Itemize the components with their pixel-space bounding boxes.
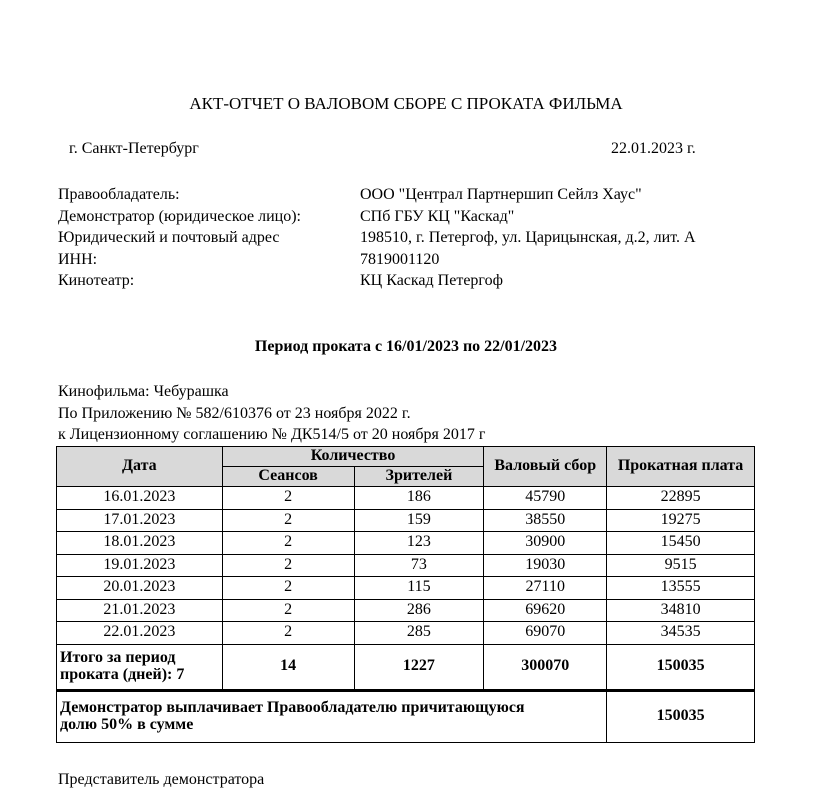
total-sessions: 14 — [222, 644, 354, 690]
film-info — [58, 381, 485, 446]
info-value: 198510, г. Петергоф, ул. Царицынская, д.2, лит. А — [360, 229, 696, 246]
info-row-address — [58, 227, 696, 249]
info-row-exhibitor — [58, 206, 696, 228]
info-label: Юридический и почтовый адрес — [58, 229, 280, 246]
cell-viewers: 159 — [354, 509, 484, 532]
cell-rental: 34810 — [607, 599, 755, 622]
table-row — [57, 599, 755, 622]
info-value: ООО "Централ Партнершип Сейлз Хаус" — [360, 186, 642, 203]
cell-rental: 9515 — [607, 554, 755, 577]
document-title: АКТ-ОТЧЕТ О ВАЛОВОМ СБОРЕ С ПРОКАТА ФИЛЬМА — [189, 94, 623, 113]
film-line: По Приложению № 582/610376 от 23 ноября 2022 г. — [58, 404, 411, 422]
table-row — [57, 622, 755, 645]
cell-rental: 15450 — [607, 532, 755, 555]
info-value: КЦ Каскад Петергоф — [360, 272, 503, 289]
cell-rental: 19275 — [607, 509, 755, 532]
info-row-rightholder — [58, 184, 696, 206]
cell-date: 17.01.2023 — [57, 509, 223, 532]
table-row — [57, 509, 755, 532]
total-label-line: Итого за период — [60, 648, 176, 666]
cell-sessions: 2 — [222, 487, 354, 510]
cell-sessions: 2 — [222, 532, 354, 555]
cell-viewers: 186 — [354, 487, 484, 510]
cell-viewers: 115 — [354, 577, 484, 600]
payment-label-line: Демонстратор выплачивает Правообладателю причитающуюся — [60, 698, 525, 716]
cell-sessions: 2 — [222, 554, 354, 577]
info-label: Правообладатель: — [58, 186, 180, 203]
rental-period: Период проката с 16/01/2023 по 22/01/2023 — [254, 338, 558, 355]
cell-rental: 22895 — [607, 487, 755, 510]
header-rental: Прокатная плата — [607, 447, 755, 487]
table-row — [57, 532, 755, 555]
cell-rental: 13555 — [607, 577, 755, 600]
cell-date: 18.01.2023 — [57, 532, 223, 555]
cell-viewers: 73 — [354, 554, 484, 577]
cell-rental: 34535 — [607, 622, 755, 645]
cell-sessions: 2 — [222, 577, 354, 600]
header-gross: Валовый сбор — [484, 447, 607, 487]
cell-sessions: 2 — [222, 509, 354, 532]
info-value: 7819001120 — [360, 250, 440, 268]
cell-gross: 19030 — [484, 554, 607, 577]
parties-info — [58, 184, 696, 292]
total-label-line: проката (дней): 7 — [60, 665, 185, 683]
cell-date: 19.01.2023 — [57, 554, 223, 577]
cell-viewers: 123 — [354, 532, 484, 555]
header-sessions: Сеансов — [222, 467, 354, 487]
info-label: ИНН: — [58, 250, 98, 268]
payment-label — [57, 690, 607, 742]
representative-label: Представитель демонстратора — [58, 771, 265, 788]
payment-amount: 150035 — [607, 690, 755, 742]
cell-viewers: 286 — [354, 599, 484, 622]
info-value: СПб ГБУ КЦ "Каскад" — [360, 207, 515, 225]
info-label: Кинотеатр: — [58, 272, 135, 289]
gross-report-table — [56, 446, 755, 743]
city: г. Санкт-Петербург — [69, 140, 199, 157]
total-viewers: 1227 — [354, 644, 484, 690]
total-gross: 300070 — [484, 644, 607, 690]
table-row — [57, 554, 755, 577]
header-date: Дата — [57, 447, 223, 487]
cell-gross: 38550 — [484, 509, 607, 532]
cell-viewers: 285 — [354, 622, 484, 645]
cell-sessions: 2 — [222, 599, 354, 622]
cell-sessions: 2 — [222, 622, 354, 645]
document-date: 22.01.2023 г. — [611, 140, 696, 157]
table-row — [57, 577, 755, 600]
header-quantity: Количество — [222, 447, 484, 467]
cell-gross: 69620 — [484, 599, 607, 622]
info-row-cinema — [58, 270, 696, 292]
payment-row — [57, 690, 755, 742]
cell-gross: 30900 — [484, 532, 607, 555]
total-label — [57, 644, 223, 690]
info-row-inn — [58, 249, 696, 271]
cell-date: 20.01.2023 — [57, 577, 223, 600]
payment-label-line: долю 50% в сумме — [60, 715, 194, 733]
cell-date: 21.01.2023 — [57, 599, 223, 622]
film-line: к Лицензионному соглашению № ДК514/5 от 20 ноября 2017 г — [58, 426, 486, 443]
total-rental: 150035 — [607, 644, 755, 690]
cell-gross: 45790 — [484, 487, 607, 510]
cell-date: 22.01.2023 — [57, 622, 223, 645]
total-row — [57, 644, 755, 690]
cell-gross: 69070 — [484, 622, 607, 645]
info-label: Демонстратор (юридическое лицо): — [58, 207, 301, 225]
table-row — [57, 487, 755, 510]
cell-date: 16.01.2023 — [57, 487, 223, 510]
cell-gross: 27110 — [484, 577, 607, 600]
film-line: Кинофильма: Чебурашка — [58, 383, 229, 400]
header-viewers: Зрителей — [354, 467, 484, 487]
